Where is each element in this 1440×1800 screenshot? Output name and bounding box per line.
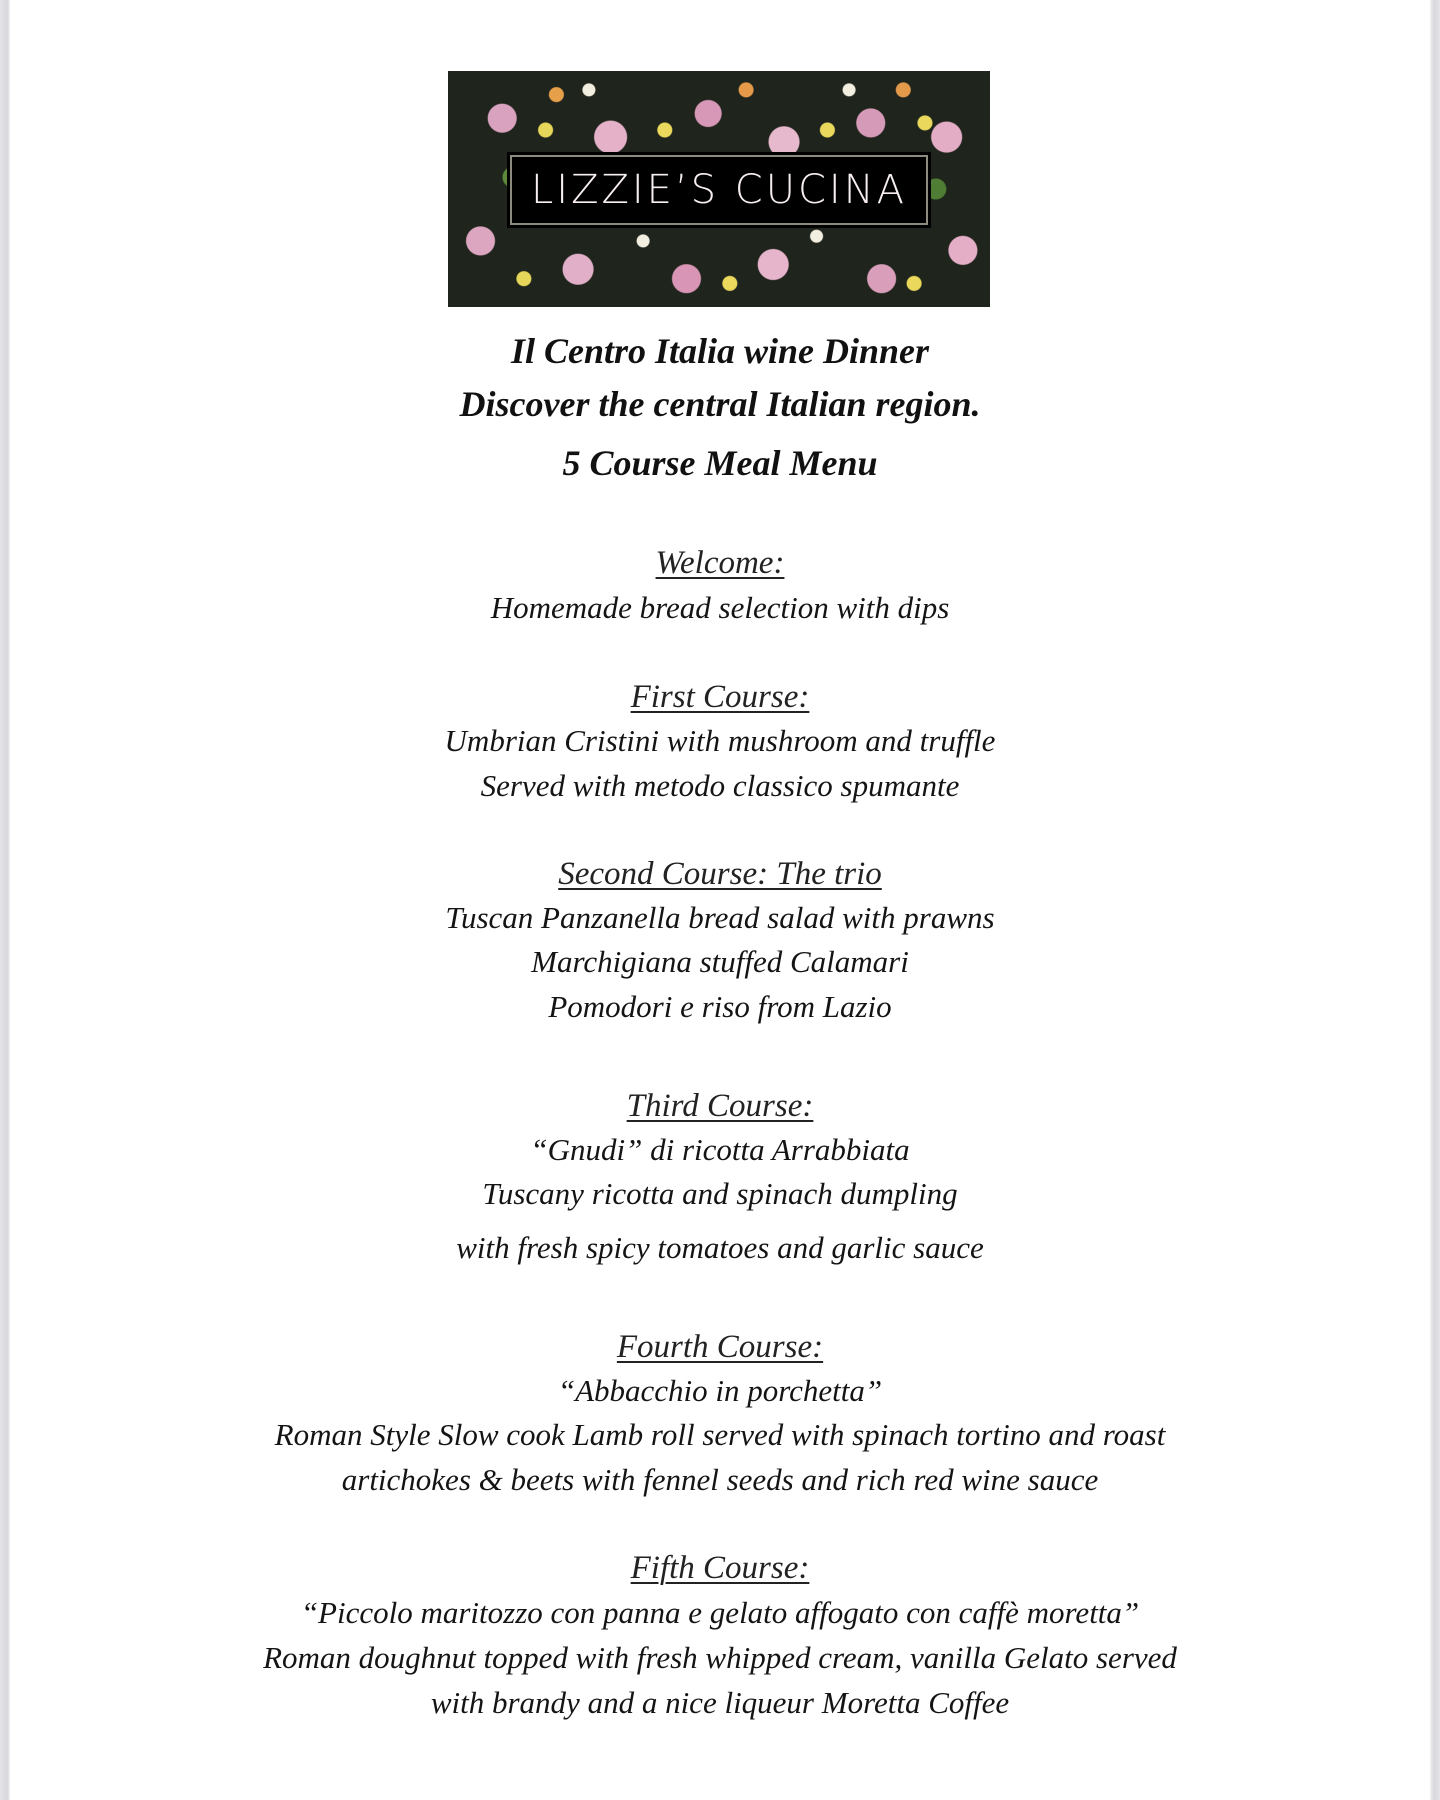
course-heading-fifth: Fifth Course: (630, 1550, 810, 1586)
course-item: “Abbacchio in porchetta” (557, 1373, 883, 1408)
course-item: Tuscany ricotta and spinach dumpling (482, 1176, 958, 1211)
course-heading-third: Third Course: (626, 1088, 814, 1124)
course-item: Umbrian Cristini with mushroom and truffle (444, 723, 996, 758)
course-item: Pomodori e riso from Lazio (548, 989, 892, 1024)
course-item: Served with metodo classico spumante (480, 768, 960, 803)
course-item: “Piccolo maritozzo con panna e gelato affogato con caffè moretta” (300, 1595, 1140, 1630)
course-item: with brandy and a nice liqueur Moretta Coffee (430, 1685, 1010, 1720)
logo-label-box (510, 155, 928, 225)
course-item: Homemade bread selection with dips (490, 590, 950, 625)
course-item: Roman Style Slow cook Lamb roll served with spinach tortino and roast (274, 1417, 1166, 1452)
course-item: Tuscan Panzanella bread salad with prawns (445, 900, 995, 935)
course-heading-second: Second Course: The trio (558, 856, 882, 892)
course-item: with fresh spicy tomatoes and garlic sauce (456, 1230, 984, 1265)
course-heading-first: First Course: (630, 679, 810, 715)
course-item: “Gnudi” di ricotta Arrabbiata (530, 1132, 910, 1167)
logo-text: LIZZIE’S CUCINA (531, 167, 907, 213)
course-item: Roman doughnut topped with fresh whipped cream, vanilla Gelato served (263, 1640, 1177, 1675)
menu-subtitle: Discover the central Italian region. (459, 384, 981, 424)
course-item: Marchigiana stuffed Calamari (531, 944, 909, 979)
menu-title: Il Centro Italia wine Dinner (510, 331, 930, 371)
logo-banner (448, 71, 990, 307)
course-heading-welcome: Welcome: (655, 545, 785, 581)
course-heading-fourth: Fourth Course: (616, 1329, 824, 1365)
menu-course-count: 5 Course Meal Menu (562, 443, 878, 483)
course-item: artichokes & beets with fennel seeds and rich red wine sauce (341, 1462, 1099, 1497)
